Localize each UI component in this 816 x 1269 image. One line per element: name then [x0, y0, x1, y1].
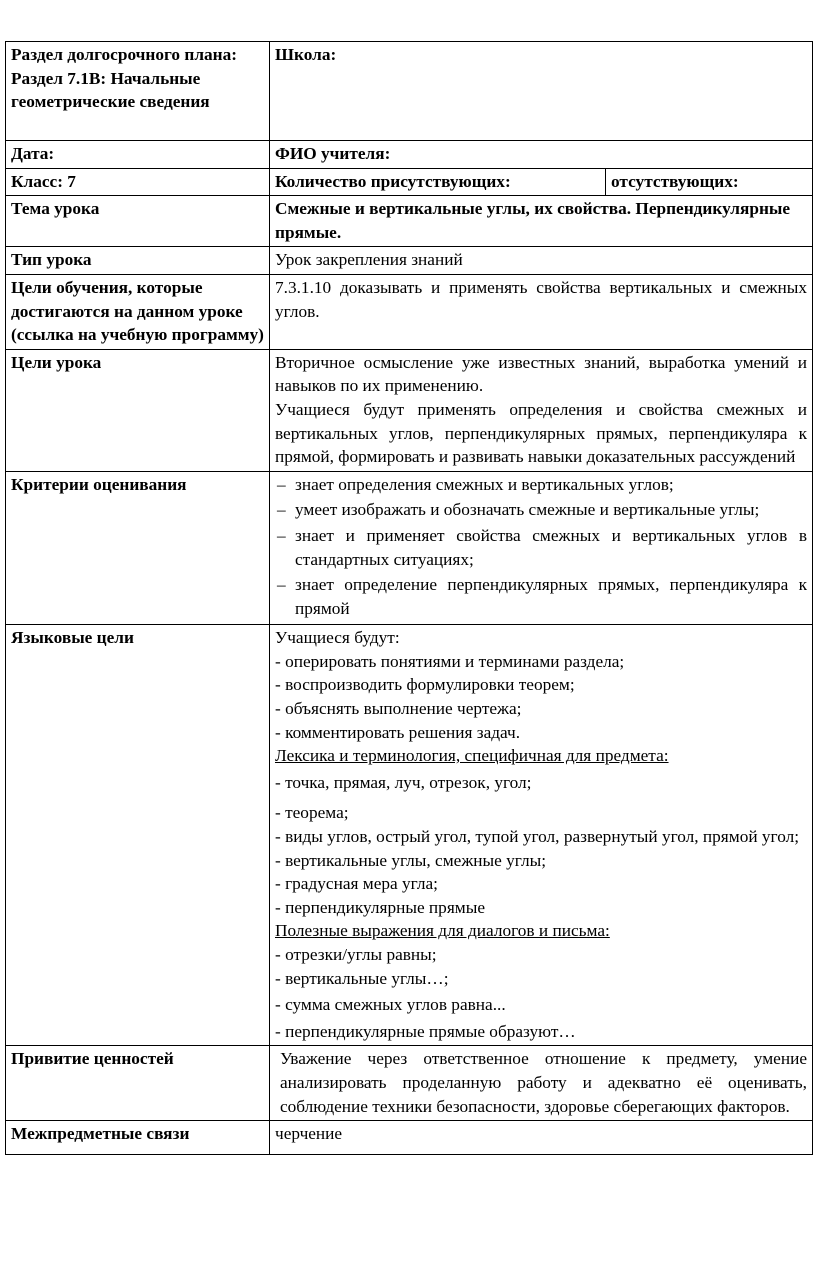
vocab-item: - градусная мера угла;	[275, 874, 438, 894]
vocab-item: - вертикальные углы, смежные углы;	[275, 850, 547, 870]
cross-curricular-value: черчение	[270, 1121, 813, 1155]
row-language-goals	[6, 625, 813, 1046]
lesson-goals-p2: Учащиеся будут применять определения и свойства смежных и вертикальных углов, перпендикулярных прямых, перпендикуляра к прямой, формировать и развивать навыки доказательных рассуждений	[275, 399, 807, 467]
criteria-label: Критерии оценивания	[6, 471, 270, 625]
row-lesson-goals	[6, 349, 813, 471]
school-label: Школа:	[275, 45, 337, 64]
section-value: Раздел 7.1В: Начальные геометрические сведения	[11, 68, 210, 112]
dash-icon: –	[277, 500, 286, 520]
present-label: Количество присутствующих:	[270, 168, 606, 196]
row-values	[6, 1046, 813, 1121]
topic-label: Тема урока	[6, 196, 270, 247]
section-label: Раздел долгосрочного плана:	[11, 45, 238, 64]
values-value: Уважение через ответственное отношение к предмету, умение анализировать проделанную работу и адекватно её оценивать, соблюдение техники безопасности, здоровье сберегающих факторов.	[270, 1046, 813, 1121]
learning-objectives-value: 7.3.1.10 доказывать и применять свойства вертикальных и смежных углов.	[270, 274, 813, 349]
row-section	[6, 42, 813, 141]
values-label: Привитие ценностей	[6, 1046, 270, 1121]
lesson-goals-p1: Вторичное осмысление уже известных знаний, выработка умений и навыков по их применению.	[275, 352, 807, 396]
lesson-goals-label: Цели урока	[6, 349, 270, 471]
phrase-item: - сумма смежных углов равна...	[275, 995, 506, 1015]
language-item: - воспроизводить формулировки теорем;	[275, 675, 575, 695]
row-date	[6, 141, 813, 169]
language-item: - объяснять выполнение чертежа;	[275, 699, 522, 719]
language-item: - оперировать понятиями и терминами раздела;	[275, 651, 625, 671]
phrase-item: - перпендикулярные прямые образуют…	[275, 1021, 576, 1041]
lesson-plan-table	[5, 41, 813, 1155]
row-class	[6, 168, 813, 196]
class-label: Класс: 7	[6, 168, 270, 196]
phrase-item: - вертикальные углы…;	[275, 968, 449, 988]
criteria-item: – знает определения смежных и вертикальных углов;	[275, 473, 807, 497]
vocab-item: - виды углов, острый угол, тупой угол, развернутый угол, прямой угол;	[275, 827, 800, 847]
date-label: Дата:	[6, 141, 270, 169]
phrase-item: - отрезки/углы равны;	[275, 945, 437, 964]
vocab-item: - точка, прямая, луч, отрезок, угол;	[275, 772, 532, 792]
row-topic	[6, 196, 813, 247]
language-goals-label: Языковые цели	[6, 625, 270, 1046]
language-item: - комментировать решения задач.	[275, 722, 521, 742]
row-learning-objectives	[6, 274, 813, 349]
criteria-item: – знает определение перпендикулярных прямых, перпендикуляра к прямой	[277, 575, 807, 618]
vocab-heading: Лексика и терминология, специфичная для предмета:	[275, 746, 669, 766]
phrases-heading: Полезные выражения для диалогов и письма:	[275, 921, 610, 941]
lesson-goals-cell	[270, 349, 813, 471]
row-cross-curricular	[6, 1121, 813, 1155]
section-cell	[6, 42, 270, 141]
row-criteria	[6, 471, 813, 625]
vocab-item: - перпендикулярные прямые	[275, 897, 485, 917]
row-lesson-type	[6, 247, 813, 275]
cross-curricular-label: Межпредметные связи	[6, 1121, 270, 1155]
vocab-item: - теорема;	[275, 803, 349, 823]
school-cell	[270, 42, 813, 141]
dash-icon: –	[277, 525, 286, 545]
absent-label: отсутствующих:	[606, 168, 813, 196]
lesson-type-value: Урок закрепления знаний	[270, 247, 813, 275]
language-goals-cell	[270, 625, 813, 1046]
lesson-type-label: Тип урока	[6, 247, 270, 275]
criteria-list	[275, 473, 807, 621]
criteria-cell	[270, 471, 813, 625]
language-intro: Учащиеся будут:	[275, 628, 400, 648]
dash-icon: –	[277, 474, 286, 494]
teacher-label: ФИО учителя:	[270, 141, 813, 169]
criteria-item: – умеет изображать и обозначать смежные и вертикальные углы;	[275, 498, 807, 522]
dash-icon: –	[277, 575, 286, 595]
topic-value: Смежные и вертикальные углы, их свойства. Перпендикулярные прямые.	[270, 196, 813, 247]
learning-objectives-label: Цели обучения, которые достигаются на данном уроке (ссылка на учебную программу)	[6, 274, 270, 349]
criteria-item: – знает и применяет свойства смежных и вертикальных углов в стандартных ситуациях;	[277, 525, 807, 569]
